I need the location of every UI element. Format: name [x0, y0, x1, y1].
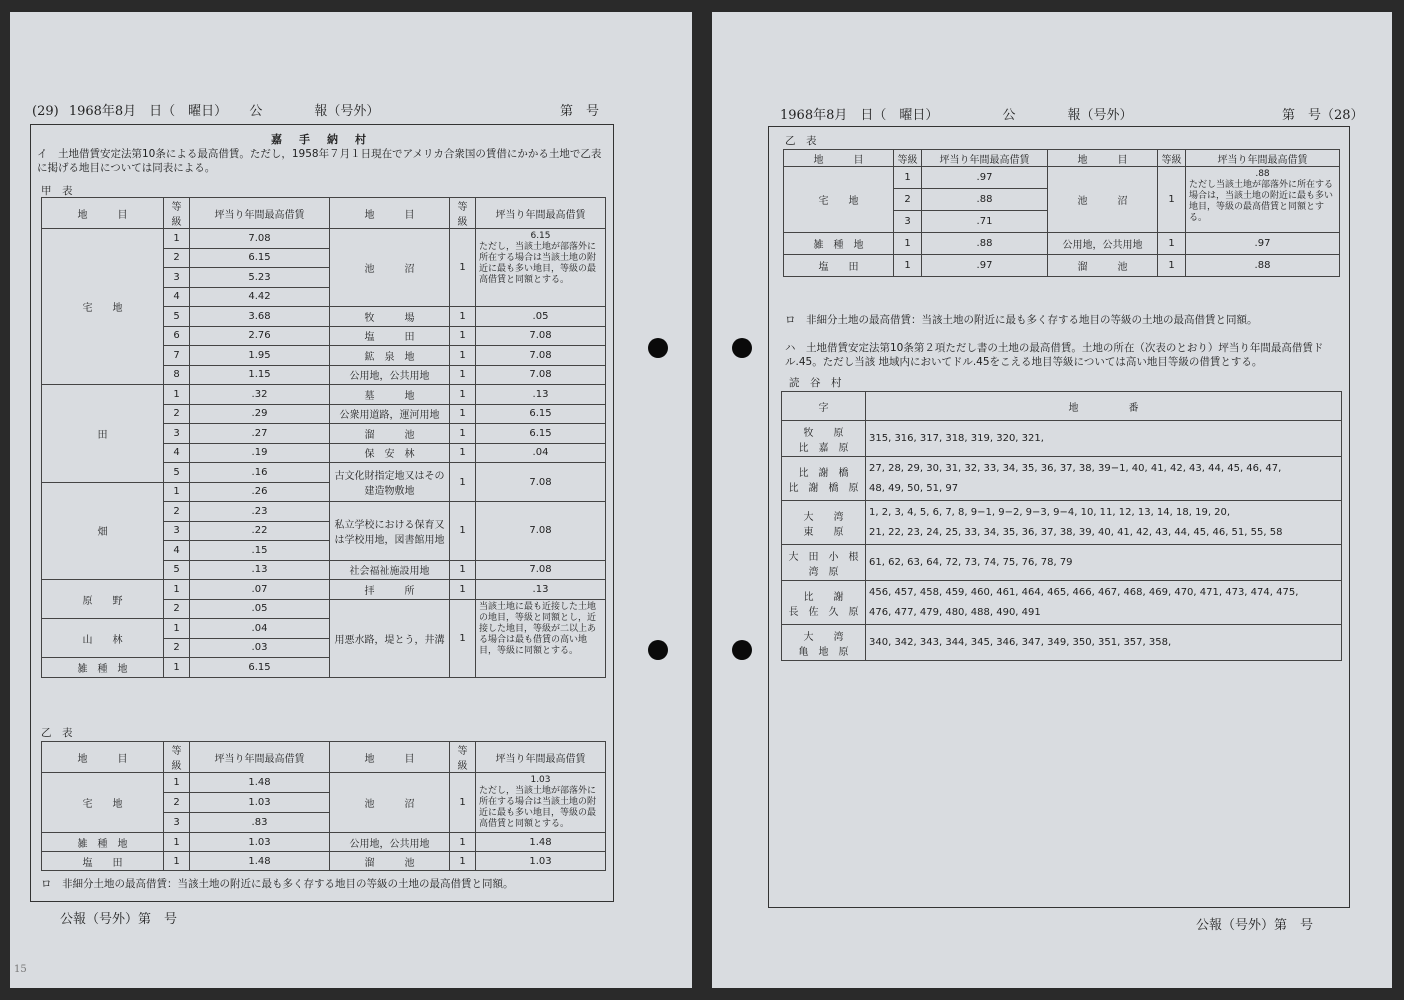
col-header-price: 坪当り年間最高借賃 — [476, 198, 606, 229]
grade: 4 — [164, 443, 190, 463]
price-value: .19 — [190, 443, 330, 463]
grade: 2 — [164, 638, 190, 658]
aza-name: 比 謝 橋 原 — [788, 482, 859, 494]
price-value: 1.03 — [530, 775, 551, 785]
price-value: .04 — [532, 447, 549, 459]
price-value: 7.08 — [529, 525, 552, 537]
village-title: 読 谷 村 — [789, 377, 842, 389]
punch-hole — [648, 640, 668, 660]
price-cell — [476, 346, 606, 366]
grade: 1 — [450, 580, 476, 600]
land-category: 保 安 林 — [330, 443, 450, 463]
grade: 1 — [450, 463, 476, 502]
lot-row — [782, 625, 1342, 661]
table-a — [41, 197, 606, 678]
price-cell — [1186, 167, 1340, 233]
aza-name: 比 謝 — [803, 591, 844, 603]
price-value: 1.15 — [190, 365, 330, 385]
col-header-tokyu: 等級 — [894, 150, 922, 167]
lot-row — [782, 581, 1342, 625]
price-cell — [476, 365, 606, 385]
aza-name: 長 佐 久 原 — [788, 606, 859, 618]
price-value: .97 — [922, 255, 1048, 277]
ro-note: ロ 非細分土地の最高借賃：当該土地の附近に最も多く存する地目の等級の土地の最高借賃と同額。 — [41, 878, 514, 890]
aza-cell — [782, 625, 866, 661]
col-header-price: 坪当り年間最高借賃 — [476, 742, 606, 773]
price-value: 1.48 — [529, 836, 552, 848]
lot-table — [781, 391, 1342, 661]
grade: 4 — [164, 287, 190, 307]
aza-name: 比 嘉 原 — [798, 442, 849, 454]
grade: 1 — [164, 385, 190, 405]
land-category: 宅 地 — [42, 773, 164, 833]
grade: 1 — [894, 233, 922, 255]
col-header-chimoku: 地 目 — [42, 742, 164, 773]
price-value: 7.08 — [190, 229, 330, 249]
land-category: 原 野 — [42, 580, 164, 619]
punch-hole — [648, 338, 668, 358]
grade: 1 — [450, 424, 476, 444]
col-header-aza: 字 — [782, 392, 866, 421]
aza-name: 比 謝 橋 — [798, 467, 849, 479]
col-header-tokyu: 等級 — [164, 198, 190, 229]
col-header-price: 坪当り年間最高借賃 — [1186, 150, 1340, 167]
col-header-price: 坪当り年間最高借賃 — [922, 150, 1048, 167]
land-category: 塩 田 — [330, 326, 450, 346]
intro-paragraph: イ 土地借賃安定法第10条による最高借賃。ただし，1958年７月１日現在でアメリカ合衆国の賃借にかかる土地で乙表に掲げる地目については同表による。 — [37, 148, 602, 174]
price-value: 6.15 — [190, 248, 330, 268]
land-category: 溜 池 — [330, 852, 450, 871]
price-value: 1.03 — [529, 855, 552, 867]
lot-row — [782, 501, 1342, 545]
aza-cell — [782, 581, 866, 625]
price-value: 6.15 — [530, 231, 551, 241]
chiban-cell — [866, 421, 1342, 457]
price-cell — [476, 852, 606, 871]
price-cell — [476, 502, 606, 561]
price-note: ただし，当該土地が部落外に所在する場合は当該土地の附近に最も多い地目，等級の最高借賃と同額とする。 — [479, 786, 597, 829]
land-category: 鉱 泉 地 — [330, 346, 450, 366]
table-row — [784, 255, 1340, 277]
grade: 3 — [164, 521, 190, 541]
land-category: 拝 所 — [330, 580, 450, 600]
grade: 1 — [164, 833, 190, 852]
grade: 3 — [164, 268, 190, 288]
land-category: 雑 種 地 — [784, 233, 894, 255]
price-value: 1.95 — [190, 346, 330, 366]
price-value: .88 — [1255, 169, 1270, 179]
right-footer: 公報（号外）第 号 — [1196, 918, 1314, 933]
right-frame — [768, 126, 1350, 908]
price-cell — [476, 404, 606, 424]
grade: 5 — [164, 463, 190, 483]
chiban-cell — [866, 545, 1342, 581]
land-category: 公衆用道路，運河用地 — [330, 404, 450, 424]
price-cell — [476, 580, 606, 600]
grade: 1 — [164, 658, 190, 678]
grade: 1 — [450, 346, 476, 366]
aza-name: 大 湾 — [803, 631, 844, 643]
grade: 1 — [164, 852, 190, 871]
land-category: 宅 地 — [784, 167, 894, 233]
grade: 1 — [450, 385, 476, 405]
grade: 1 — [450, 365, 476, 385]
grade: 1 — [1158, 167, 1186, 233]
aza-cell — [782, 545, 869, 581]
price-value: .27 — [190, 424, 330, 444]
price-value: .16 — [190, 463, 330, 483]
price-value: 1.03 — [190, 833, 330, 852]
aza-name: 大 田 小 根 湾 原 — [788, 551, 869, 578]
table-b-title: 乙 表 — [41, 727, 73, 739]
land-category: 溜 池 — [1048, 255, 1158, 277]
land-category: 牧 場 — [330, 307, 450, 327]
land-category: 溜 池 — [330, 424, 450, 444]
price-value: .13 — [532, 388, 549, 400]
price-cell — [476, 833, 606, 852]
price-cell — [476, 773, 606, 833]
header-date: 1968年8月 日（ 曜日） — [780, 108, 939, 123]
left-page — [10, 12, 692, 988]
price-value: .29 — [190, 404, 330, 424]
price-value: 7.08 — [529, 476, 552, 488]
table-row — [42, 833, 606, 852]
col-header-price: 坪当り年間最高借賃 — [190, 742, 330, 773]
grade: 1 — [164, 619, 190, 639]
land-category: 池 沼 — [330, 229, 450, 307]
price-value: 3.68 — [190, 307, 330, 327]
land-category: 雑 種 地 — [42, 833, 164, 852]
lot-row — [782, 457, 1342, 501]
grade: 1 — [1158, 255, 1186, 277]
land-category: 公用地，公共用地 — [1048, 233, 1158, 255]
grade: 1 — [894, 167, 922, 189]
col-header-tokyu: 等級 — [164, 742, 190, 773]
aza-name: 東 原 — [803, 526, 844, 538]
lot-numbers: 340, 342, 343, 344, 345, 346, 347, 349, 350, 351, 357, 358, — [869, 636, 1172, 648]
header-issue: 第 号 — [560, 104, 600, 119]
land-category: 塩 田 — [784, 255, 894, 277]
lot-numbers: 476, 477, 479, 480, 488, 490, 491 — [869, 606, 1041, 618]
price-cell — [476, 560, 606, 580]
aza-cell — [782, 421, 866, 457]
land-category: 用悪水路，堤とう，井溝 — [330, 599, 450, 677]
grade: 1 — [450, 773, 476, 833]
price-cell — [476, 229, 606, 307]
table-otsu-right — [783, 149, 1340, 277]
grade: 3 — [164, 813, 190, 833]
aza-name: 大 湾 — [803, 511, 844, 523]
price-cell — [476, 424, 606, 444]
grade: 1 — [894, 255, 922, 277]
price-value: .23 — [190, 502, 330, 522]
col-header-chimoku: 地 目 — [42, 198, 164, 229]
table-b-title: 乙 表 — [785, 135, 817, 147]
grade: 1 — [450, 852, 476, 871]
price-value: .97 — [1254, 238, 1271, 249]
punch-hole — [732, 640, 752, 660]
price-cell — [476, 599, 606, 677]
land-category: 雑 種 地 — [42, 658, 164, 678]
price-cell — [476, 463, 606, 502]
land-category: 社会福祉施設用地 — [330, 560, 450, 580]
price-cell — [476, 307, 606, 327]
price-value: 5.23 — [190, 268, 330, 288]
grade: 3 — [894, 211, 922, 233]
price-value: .26 — [190, 482, 330, 502]
corner-mark: 15 — [14, 964, 27, 975]
header-issue: 第 号（28） — [1282, 108, 1364, 123]
grade: 1 — [450, 326, 476, 346]
ro-note: ロ 非細分土地の最高借賃：当該土地の附近に最も多く存する地目の等級の土地の最高借賃と同額。 — [785, 314, 1258, 326]
price-value: .22 — [190, 521, 330, 541]
price-value: .13 — [532, 583, 549, 595]
table-row — [784, 167, 1340, 189]
lot-numbers: 1, 2, 3, 4, 5, 6, 7, 8, 9−1, 9−2, 9−3, 9−4, 10, 11, 12, 13, 14, 18, 19, 20, — [869, 506, 1231, 518]
chiban-cell — [866, 581, 1342, 625]
grade: 1 — [450, 502, 476, 561]
right-header — [780, 104, 1364, 123]
land-category: 公用地，公共用地 — [330, 833, 450, 852]
land-category: 池 沼 — [330, 773, 450, 833]
land-category: 塩 田 — [42, 852, 164, 871]
price-value: .05 — [532, 310, 549, 322]
village-title: 嘉 手 納 村 — [271, 133, 369, 146]
land-category: 宅 地 — [42, 229, 164, 385]
grade: 2 — [164, 502, 190, 522]
aza-name: 牧 原 — [803, 427, 844, 439]
grade: 1 — [164, 229, 190, 249]
grade: 2 — [164, 248, 190, 268]
price-value: 1.03 — [190, 793, 330, 813]
lot-numbers: 456, 457, 458, 459, 460, 461, 464, 465, 466, 467, 468, 469, 470, 471, 473, 474, 475, — [869, 586, 1299, 598]
lot-row — [782, 421, 1342, 457]
price-value: 6.15 — [529, 408, 552, 420]
land-category: 山 林 — [42, 619, 164, 658]
aza-cell — [782, 501, 866, 545]
table-row — [42, 580, 606, 600]
table-row — [42, 229, 606, 249]
col-header-price: 坪当り年間最高借賃 — [190, 198, 330, 229]
price-value: .13 — [190, 560, 330, 580]
price-value: .03 — [190, 638, 330, 658]
price-note: 当該土地に最も近接した土地の地目，等級と同額とし，近接した地目，等級が二以上ある場合は最も借賃の高い地目，等級に同額とする。 — [479, 601, 597, 656]
price-value: 7.08 — [529, 369, 552, 381]
price-cell — [476, 385, 606, 405]
price-note: ただし，当該土地が部落外に所在する場合は当該土地の附近に最も多い地目，等級の最高借賃と同額とする。 — [479, 242, 597, 285]
price-value: .88 — [922, 233, 1048, 255]
price-cell — [1186, 255, 1340, 277]
land-category: 公用地，公共用地 — [330, 365, 450, 385]
left-frame — [30, 124, 614, 902]
chiban-cell — [866, 457, 1342, 501]
table-a-title: 甲 表 — [41, 185, 73, 197]
price-value: 7.08 — [529, 330, 552, 342]
lot-row — [782, 545, 1342, 581]
header-publication: 公 報（号外） — [249, 104, 380, 119]
lot-numbers: 61, 62, 63, 64, 72, 73, 74, 75, 76, 78, 79 — [869, 556, 1073, 568]
price-value: 7.08 — [529, 349, 552, 361]
table-row — [42, 773, 606, 793]
table-row — [42, 385, 606, 405]
price-note: ただし当該土地が部落外に所在する場合は，当該土地の附近に最も多い地目，等級の最高借賃と同額とする。 — [1189, 180, 1334, 223]
price-value: .88 — [1254, 260, 1271, 271]
price-value: .71 — [922, 211, 1048, 233]
grade: 1 — [450, 229, 476, 307]
price-value: 6.15 — [529, 427, 552, 439]
price-value: 7.08 — [529, 564, 552, 576]
grade: 2 — [164, 599, 190, 619]
col-header-tokyu: 等級 — [450, 742, 476, 773]
price-value: .97 — [922, 167, 1048, 189]
grade: 1 — [450, 307, 476, 327]
col-header-chimoku: 地 目 — [784, 150, 894, 167]
col-header-tokyu: 等級 — [1158, 150, 1186, 167]
price-value: 4.42 — [190, 287, 330, 307]
price-value: .83 — [190, 813, 330, 833]
lot-numbers: 27, 28, 29, 30, 31, 32, 33, 34, 35, 36, 37, 38, 39−1, 40, 41, 42, 43, 44, 45, 46, 47, — [869, 462, 1282, 474]
grade: 8 — [164, 365, 190, 385]
land-category: 私立学校における保育又は学校用地，図書館用地 — [330, 502, 450, 561]
col-header-chimoku: 地 目 — [1048, 150, 1158, 167]
aza-cell — [782, 457, 866, 501]
price-cell — [476, 326, 606, 346]
table-row — [784, 233, 1340, 255]
grade: 6 — [164, 326, 190, 346]
grade: 2 — [164, 404, 190, 424]
price-value: .04 — [190, 619, 330, 639]
grade: 2 — [164, 793, 190, 813]
price-value: 2.76 — [190, 326, 330, 346]
grade: 2 — [894, 189, 922, 211]
table-b — [41, 741, 606, 871]
aza-name: 亀 地 原 — [798, 646, 849, 658]
col-header-chiban: 地 番 — [866, 392, 1342, 421]
land-category: 畑 — [42, 482, 164, 580]
grade: 1 — [450, 599, 476, 677]
grade: 7 — [164, 346, 190, 366]
grade: 1 — [450, 404, 476, 424]
price-value: .07 — [190, 580, 330, 600]
grade: 5 — [164, 307, 190, 327]
chiban-cell — [866, 625, 1342, 661]
grade: 3 — [164, 424, 190, 444]
grade: 1 — [450, 443, 476, 463]
table-row — [42, 852, 606, 871]
right-page — [712, 12, 1392, 988]
header-publication: 公 報（号外） — [1002, 108, 1133, 123]
price-value: .15 — [190, 541, 330, 561]
col-header-chimoku: 地 目 — [330, 198, 450, 229]
left-header — [32, 100, 600, 119]
price-value: .32 — [190, 385, 330, 405]
land-category: 古文化財指定地又はその建造物敷地 — [330, 463, 450, 502]
col-header-chimoku: 地 目 — [330, 742, 450, 773]
lot-numbers: 48, 49, 50, 51, 97 — [869, 482, 959, 494]
lot-numbers: 21, 22, 23, 24, 25, 33, 34, 35, 36, 37, 38, 39, 40, 41, 42, 43, 44, 45, 46, 51, 55, 58 — [869, 526, 1283, 538]
chiban-cell — [866, 501, 1342, 545]
grade: 5 — [164, 560, 190, 580]
grade: 1 — [1158, 233, 1186, 255]
price-cell — [1186, 233, 1340, 255]
col-header-tokyu: 等級 — [450, 198, 476, 229]
land-category: 池 沼 — [1048, 167, 1158, 233]
price-value: 1.48 — [190, 852, 330, 871]
punch-hole — [732, 338, 752, 358]
grade: 1 — [164, 773, 190, 793]
ha-paragraph: ハ 土地借賃安定法第10条第２項ただし書の土地の最高借賃。土地の所在（次表のとおり）坪当り年間最高借賃ドル.45。ただし当該 地域内においてドル.45をこえる地目等級については高い地目等級の借賃とする。 — [785, 342, 1324, 368]
price-cell — [476, 443, 606, 463]
left-footer: 公報（号外）第 号 — [60, 912, 178, 927]
price-value: .88 — [922, 189, 1048, 211]
price-value: 1.48 — [190, 773, 330, 793]
page-number: (29) — [32, 104, 59, 119]
lot-numbers: 315, 316, 317, 318, 319, 320, 321, — [869, 432, 1044, 444]
grade: 1 — [450, 833, 476, 852]
grade: 4 — [164, 541, 190, 561]
grade: 1 — [450, 560, 476, 580]
land-category: 田 — [42, 385, 164, 483]
land-category: 墓 地 — [330, 385, 450, 405]
header-date: 1968年8月 日（ 曜日） — [68, 104, 228, 119]
price-value: .05 — [190, 599, 330, 619]
price-value: 6.15 — [190, 658, 330, 678]
grade: 1 — [164, 580, 190, 600]
grade: 1 — [164, 482, 190, 502]
